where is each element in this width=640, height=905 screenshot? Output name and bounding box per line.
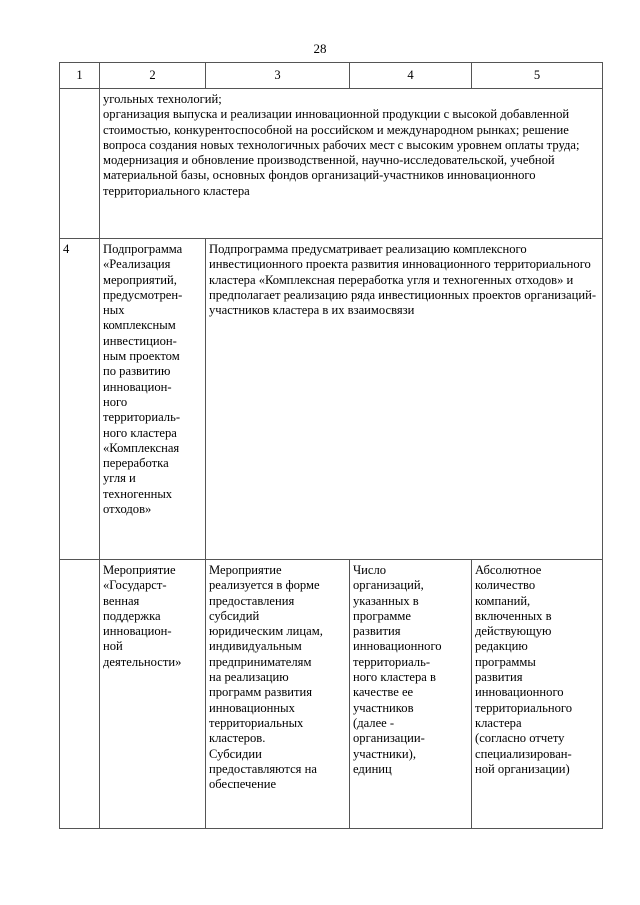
table-row: [60, 560, 603, 829]
header-cell-2: 2: [100, 63, 206, 89]
header-cell-1: 1: [60, 63, 100, 89]
subprogram-name-cell: [100, 239, 206, 560]
activity-description: Мероприятие реализуется в форме предоставления субсидий юридическим лицам, индивидуальным предпринимателям на реализацию программ развития инновационных территориальных кластеров. Субсидии предоставляются на обеспечение: [209, 563, 323, 792]
page-number: 28: [313, 41, 327, 56]
subprogram-description-cell: [206, 239, 603, 560]
row-number-cell: [60, 89, 100, 239]
header-cell-3: 3: [206, 63, 350, 89]
activity-description-cell: [206, 560, 350, 829]
header-cell-4: 4: [350, 63, 472, 89]
activity-indicator-cell: [350, 560, 472, 829]
activity-method: Абсолютное количество компаний, включенных в действующую редакцию программы развития инновационного территориального кластера (согласно отчету специализирован- ной организации): [475, 563, 573, 776]
activity-method-cell: [472, 560, 603, 829]
program-table: [59, 62, 603, 829]
row-number-cell: [60, 560, 100, 829]
row-number-cell: 4: [60, 239, 100, 560]
activity-name-cell: [100, 560, 206, 829]
subprogram-name: Подпрограмма «Реализация мероприятий, предусмотрен- ных комплексным инвестицион- ным проектом по развитию инновацион- ного территориаль- ного кластера «Комплексная переработка угля и техногенных отходов»: [103, 242, 183, 517]
activity-indicator: Число организаций, указанных в программе развития инновационного территориаль- ного кластера в качестве ее участников (далее - организации- участники), единиц: [353, 563, 442, 776]
continuation-cell: [100, 89, 603, 239]
activity-name: Мероприятие «Государст- венная поддержка инновацион- ной деятельности»: [103, 563, 182, 669]
table-row: [60, 89, 603, 239]
table-row: [60, 239, 603, 560]
continuation-text: угольных технологий; организация выпуска и реализации инновационной продукции с высокой добавленной стоимостью, конкурентоспособной на российском и международном рынках; решение вопроса создания новых технологичных рабочих мест с высоким уровнем оплаты труда; модернизация и обновление производственной, научно-исследовательской, учебной материальной базы, основных фондов организаций-участников инновационного территориального кластера: [103, 92, 580, 198]
table-header-row: [60, 63, 603, 89]
subprogram-description: Подпрограмма предусматривает реализацию комплексного инвестиционного проекта развития инновационного территориального кластера «Комплексная переработка угля и техногенных отходов» и предполагает реализацию ряда инвестиционных проектов организаций-участников кластера в их взаимосвязи: [209, 242, 597, 318]
header-cell-5: 5: [472, 63, 603, 89]
